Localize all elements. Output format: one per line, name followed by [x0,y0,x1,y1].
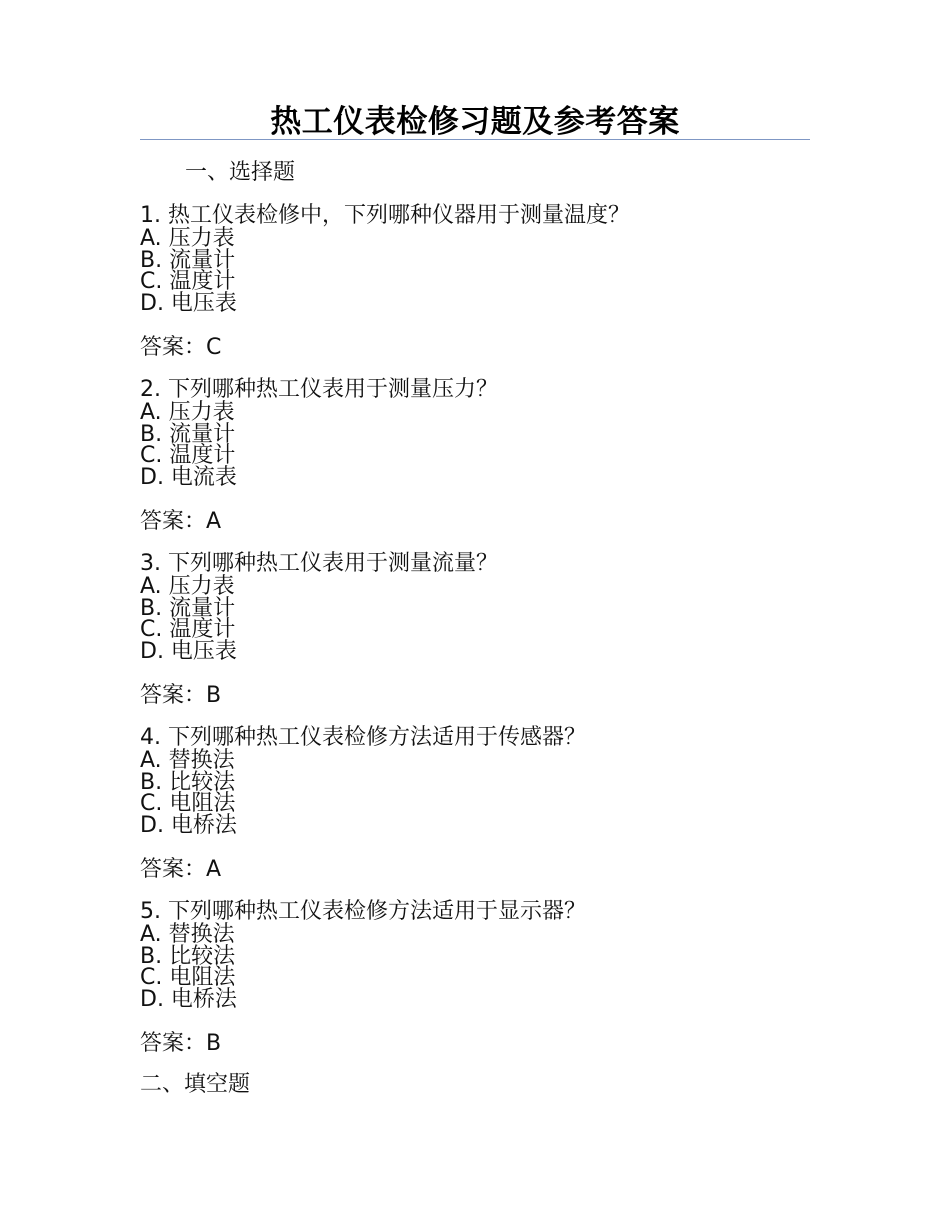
question-2 [140,378,820,535]
question-stem: 5. 下列哪种热工仪表检修方法适用于显示器？ [140,899,586,924]
section-heading-fill: 二、填空题 [140,1072,251,1097]
option-b: B. 比较法 [140,769,236,795]
option-a: A. 替换法 [140,748,235,773]
option-c: C. 电阻法 [140,791,236,816]
answer-text: 答案：B [140,683,222,708]
option-c: C. 温度计 [140,443,236,468]
answer-text: 答案：A [140,509,222,534]
option-list [140,924,820,1010]
question-1 [140,204,820,361]
option-list [140,402,820,488]
option-d: D. 电压表 [140,290,237,316]
answer-text: 答案：A [140,857,222,882]
option-list [140,228,820,314]
option-c: C. 温度计 [140,269,236,294]
option-c: C. 电阻法 [140,965,236,990]
question-5 [140,900,820,1057]
option-d: D. 电桥法 [140,986,237,1012]
title-underline [140,139,810,140]
option-b: B. 比较法 [140,943,236,969]
option-d: D. 电流表 [140,464,237,490]
option-a: A. 压力表 [140,400,235,425]
answer-text: 答案：B [140,1031,222,1056]
option-d: D. 电桥法 [140,812,237,838]
option-c: C. 温度计 [140,617,236,642]
question-4 [140,726,820,883]
question-3 [140,552,820,709]
option-b: B. 流量计 [140,421,236,447]
option-a: A. 压力表 [140,574,235,599]
option-b: B. 流量计 [140,595,236,621]
option-list [140,576,820,662]
option-d: D. 电压表 [140,638,237,664]
answer-text: 答案：C [140,335,222,360]
question-stem: 4. 下列哪种热工仪表检修方法适用于传感器？ [140,725,586,750]
option-list [140,750,820,836]
option-a: A. 压力表 [140,226,235,251]
section-heading-choice: 一、选择题 [185,160,296,185]
option-b: B. 流量计 [140,247,236,273]
question-stem: 2. 下列哪种热工仪表用于测量压力？ [140,377,498,402]
question-stem: 3. 下列哪种热工仪表用于测量流量？ [140,551,498,576]
question-stem: 1. 热工仪表检修中，下列哪种仪器用于测量温度？ [140,203,630,228]
document-title: 热工仪表检修习题及参考答案 [270,104,680,140]
option-a: A. 替换法 [140,922,235,947]
